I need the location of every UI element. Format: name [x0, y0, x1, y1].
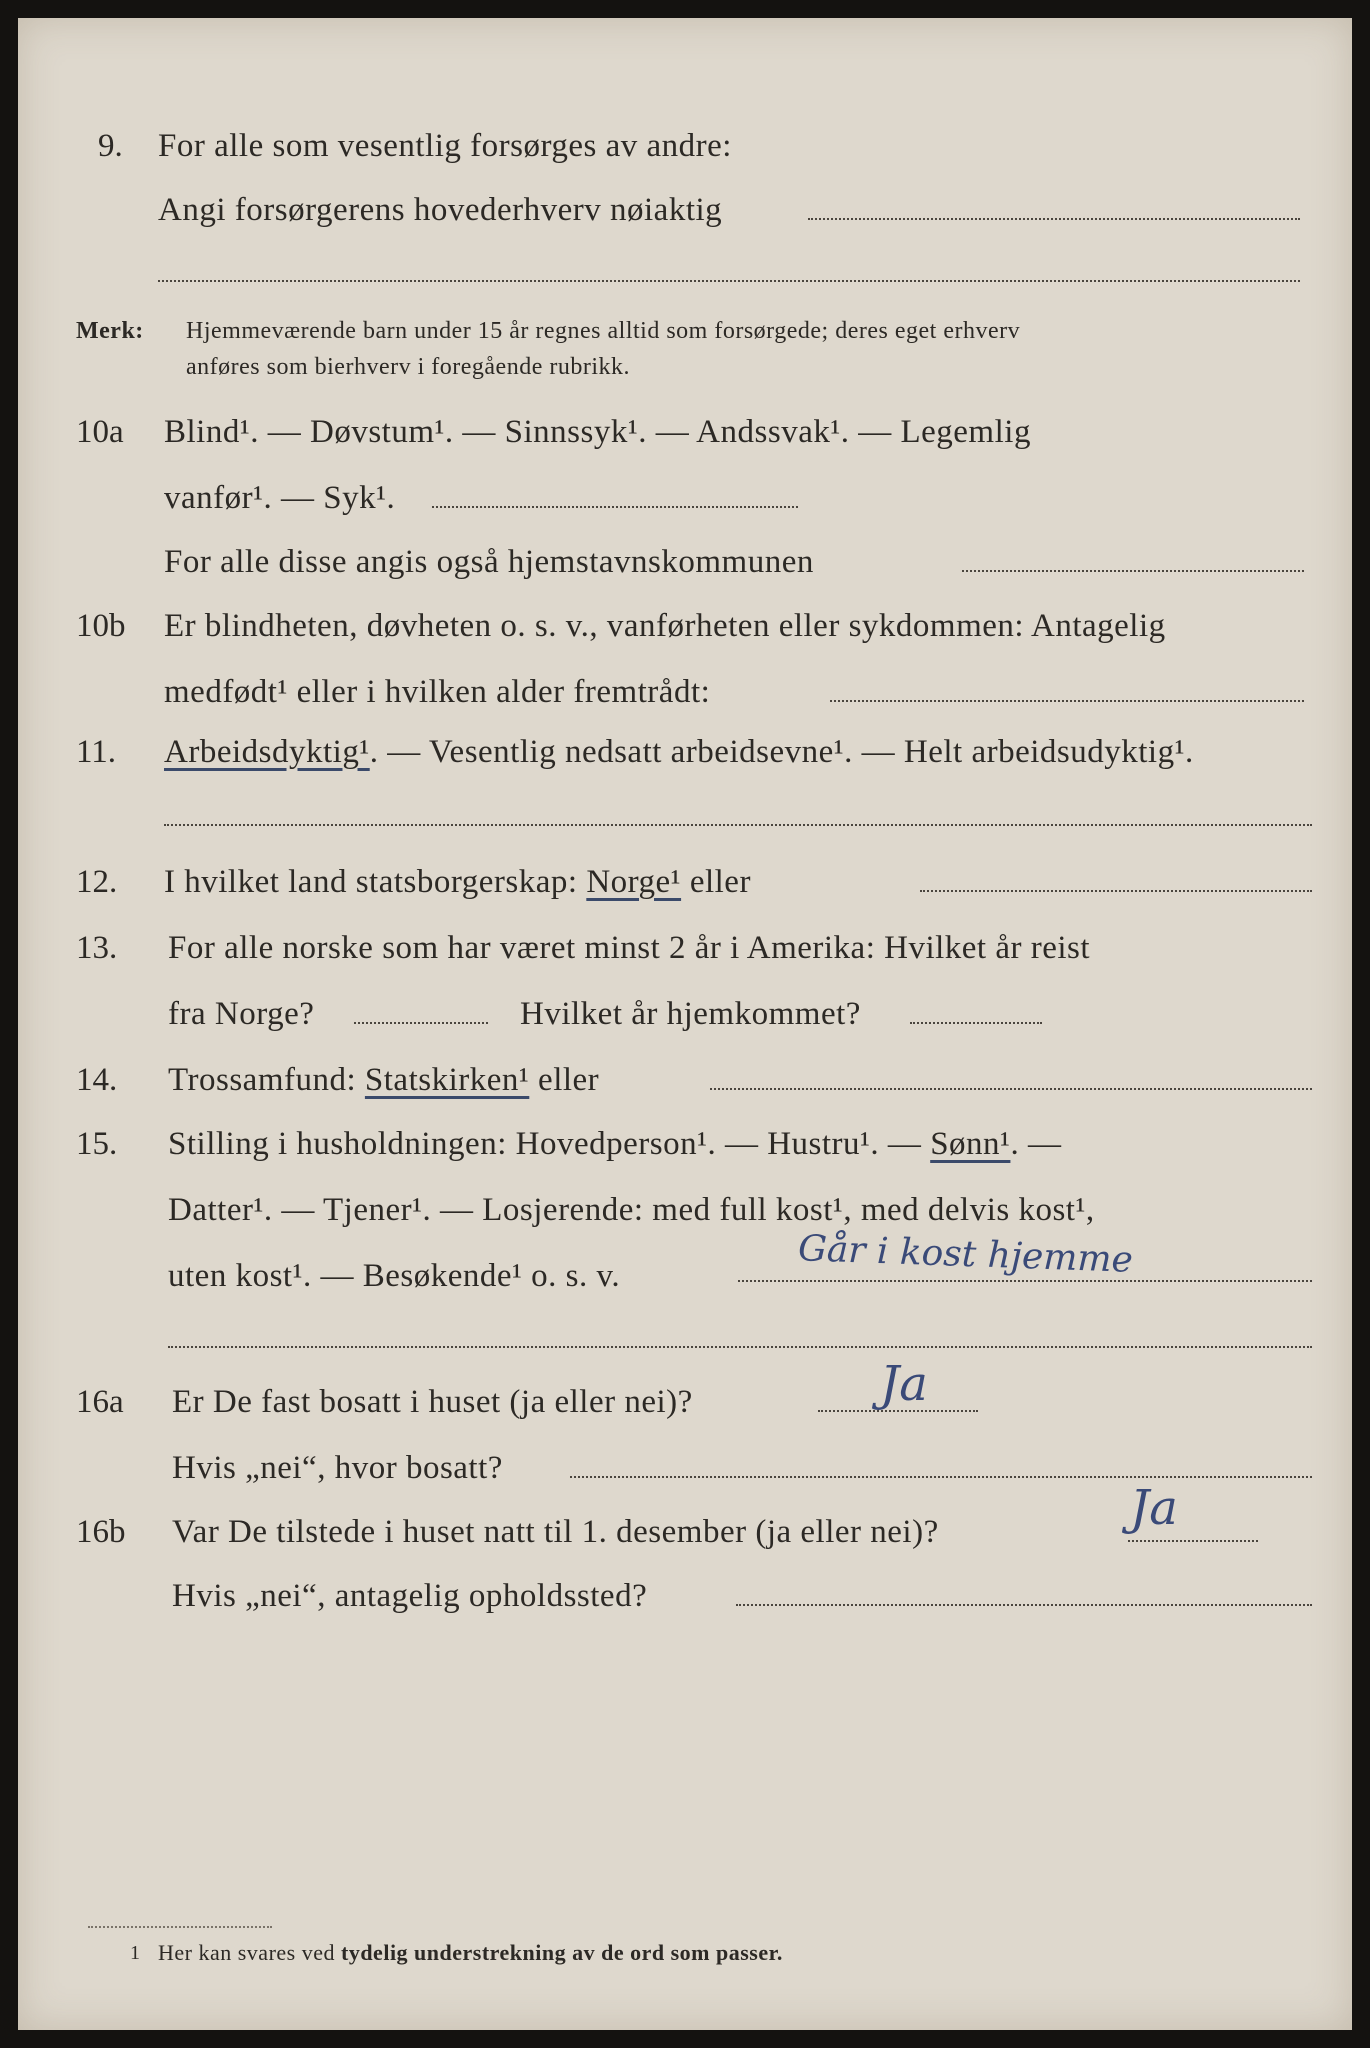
item-number-13: 13. — [76, 930, 118, 966]
item-number-10b: 10b — [76, 608, 126, 644]
q11-rest: . — Vesentlig nedsatt arbeidsevne¹. — Helt arbeidsudyktig¹. — [369, 734, 1194, 770]
q16a-handwritten-answer: Ja — [880, 1356, 928, 1412]
q12-underlined-option: Norge¹ — [586, 864, 682, 900]
q13-right-answer-line — [910, 1022, 1042, 1024]
q10a-line2: vanfør¹. — Syk¹. — [164, 480, 396, 516]
q16a-home-line — [570, 1476, 1312, 1478]
q13-line1: For alle norske som har været minst 2 år i Amerika: Hvilket år reist — [168, 930, 1091, 966]
q12-line1 — [164, 864, 751, 901]
q9-answer-line — [808, 218, 1300, 220]
q16a-line2: Hvis „nei“, hvor bosatt? — [172, 1450, 503, 1486]
q16b-line2: Hvis „nei“, antagelig opholdssted? — [172, 1578, 648, 1614]
q10b-line1: Er blindheten, døvheten o. s. v., vanførheten eller sykdommen: Antagelig — [164, 608, 1166, 644]
q16b-home-line — [736, 1604, 1312, 1606]
q15-handwritten-answer: Går i kost hjemme — [797, 1228, 1134, 1281]
q10a-line3: For alle disse angis også hjemstavnskommunen — [164, 544, 814, 580]
q14-answer-line — [710, 1088, 1312, 1090]
q15-answer-line-2 — [168, 1346, 1312, 1348]
q9-line2: Angi forsørgerens hovederhverv nøiaktig — [158, 192, 723, 228]
q15-suffix: . — — [1010, 1126, 1062, 1162]
item-number-16b: 16b — [76, 1514, 126, 1550]
merk-line1: Hjemmeværende barn under 15 år regnes alltid som forsørgede; deres eget erhverv — [186, 318, 1021, 344]
q16b-line1: Var De tilstede i huset natt til 1. desember (ja eller nei)? — [172, 1514, 939, 1550]
item-number-10a: 10a — [76, 414, 124, 450]
q10a-answer-line — [432, 506, 798, 508]
q12-answer-line — [920, 890, 1312, 892]
q11-underlined-option: Arbeidsdyktig¹ — [164, 734, 370, 770]
footnote-prefix: Her kan svares ved — [158, 1940, 341, 1965]
q10b-answer-line — [830, 700, 1304, 702]
item-number-9: 9. — [98, 128, 123, 164]
merk-label: Merk: — [76, 318, 144, 344]
footnote-divider — [88, 1926, 272, 1928]
q13-line2a: fra Norge? — [168, 996, 315, 1032]
q11-answer-line — [164, 824, 1312, 826]
footnote-text — [158, 1940, 783, 1966]
item-number-14: 14. — [76, 1062, 118, 1098]
footnote-bold: tydelig understrekning av de ord som passer. — [341, 1940, 783, 1965]
q14-line1 — [168, 1062, 599, 1099]
q15-prefix: Stilling i husholdningen: Hovedperson¹. — Hustru¹. — — [168, 1126, 931, 1162]
q15-line3: uten kost¹. — Besøkende¹ o. s. v. — [168, 1258, 621, 1294]
merk-line2: anføres som bierhverv i foregående rubrikk. — [186, 354, 631, 380]
q15-answer-line — [738, 1280, 1312, 1282]
q10a-line1: Blind¹. — Døvstum¹. — Sinnssyk¹. — Andssvak¹. — Legemlig — [164, 414, 1031, 450]
q16a-line1: Er De fast bosatt i huset (ja eller nei)? — [172, 1384, 693, 1420]
q9-line1: For alle som vesentlig forsørges av andre: — [158, 128, 732, 164]
q10b-line2: medfødt¹ eller i hvilken alder fremtrådt: — [164, 674, 711, 710]
q14-prefix: Trossamfund: — [168, 1062, 365, 1098]
q16b-handwritten-answer: Ja — [1130, 1480, 1178, 1536]
q13-left-answer-line — [354, 1022, 488, 1024]
item-number-11: 11. — [76, 734, 117, 770]
q16b-answer-line — [1128, 1540, 1258, 1542]
q9-answer-line-2 — [158, 280, 1300, 282]
q14-suffix: eller — [529, 1062, 600, 1098]
q15-line2: Datter¹. — Tjener¹. — Losjerende: med full kost¹, med delvis kost¹, — [168, 1192, 1095, 1228]
q12-suffix: eller — [681, 864, 751, 900]
q15-underlined-option: Sønn¹ — [930, 1126, 1011, 1162]
footnote-marker: 1 — [130, 1942, 141, 1964]
q15-line1 — [168, 1126, 1061, 1163]
q10a-home-line — [962, 570, 1304, 572]
q11-line1 — [164, 734, 1194, 771]
q12-prefix: I hvilket land statsborgerskap: — [164, 864, 587, 900]
item-number-16a: 16a — [76, 1384, 124, 1420]
q13-line2b: Hvilket år hjemkommet? — [520, 996, 861, 1032]
census-form-page — [18, 18, 1352, 2030]
item-number-12: 12. — [76, 864, 118, 900]
q14-underlined-option: Statskirken¹ — [364, 1062, 530, 1098]
item-number-15: 15. — [76, 1126, 118, 1162]
